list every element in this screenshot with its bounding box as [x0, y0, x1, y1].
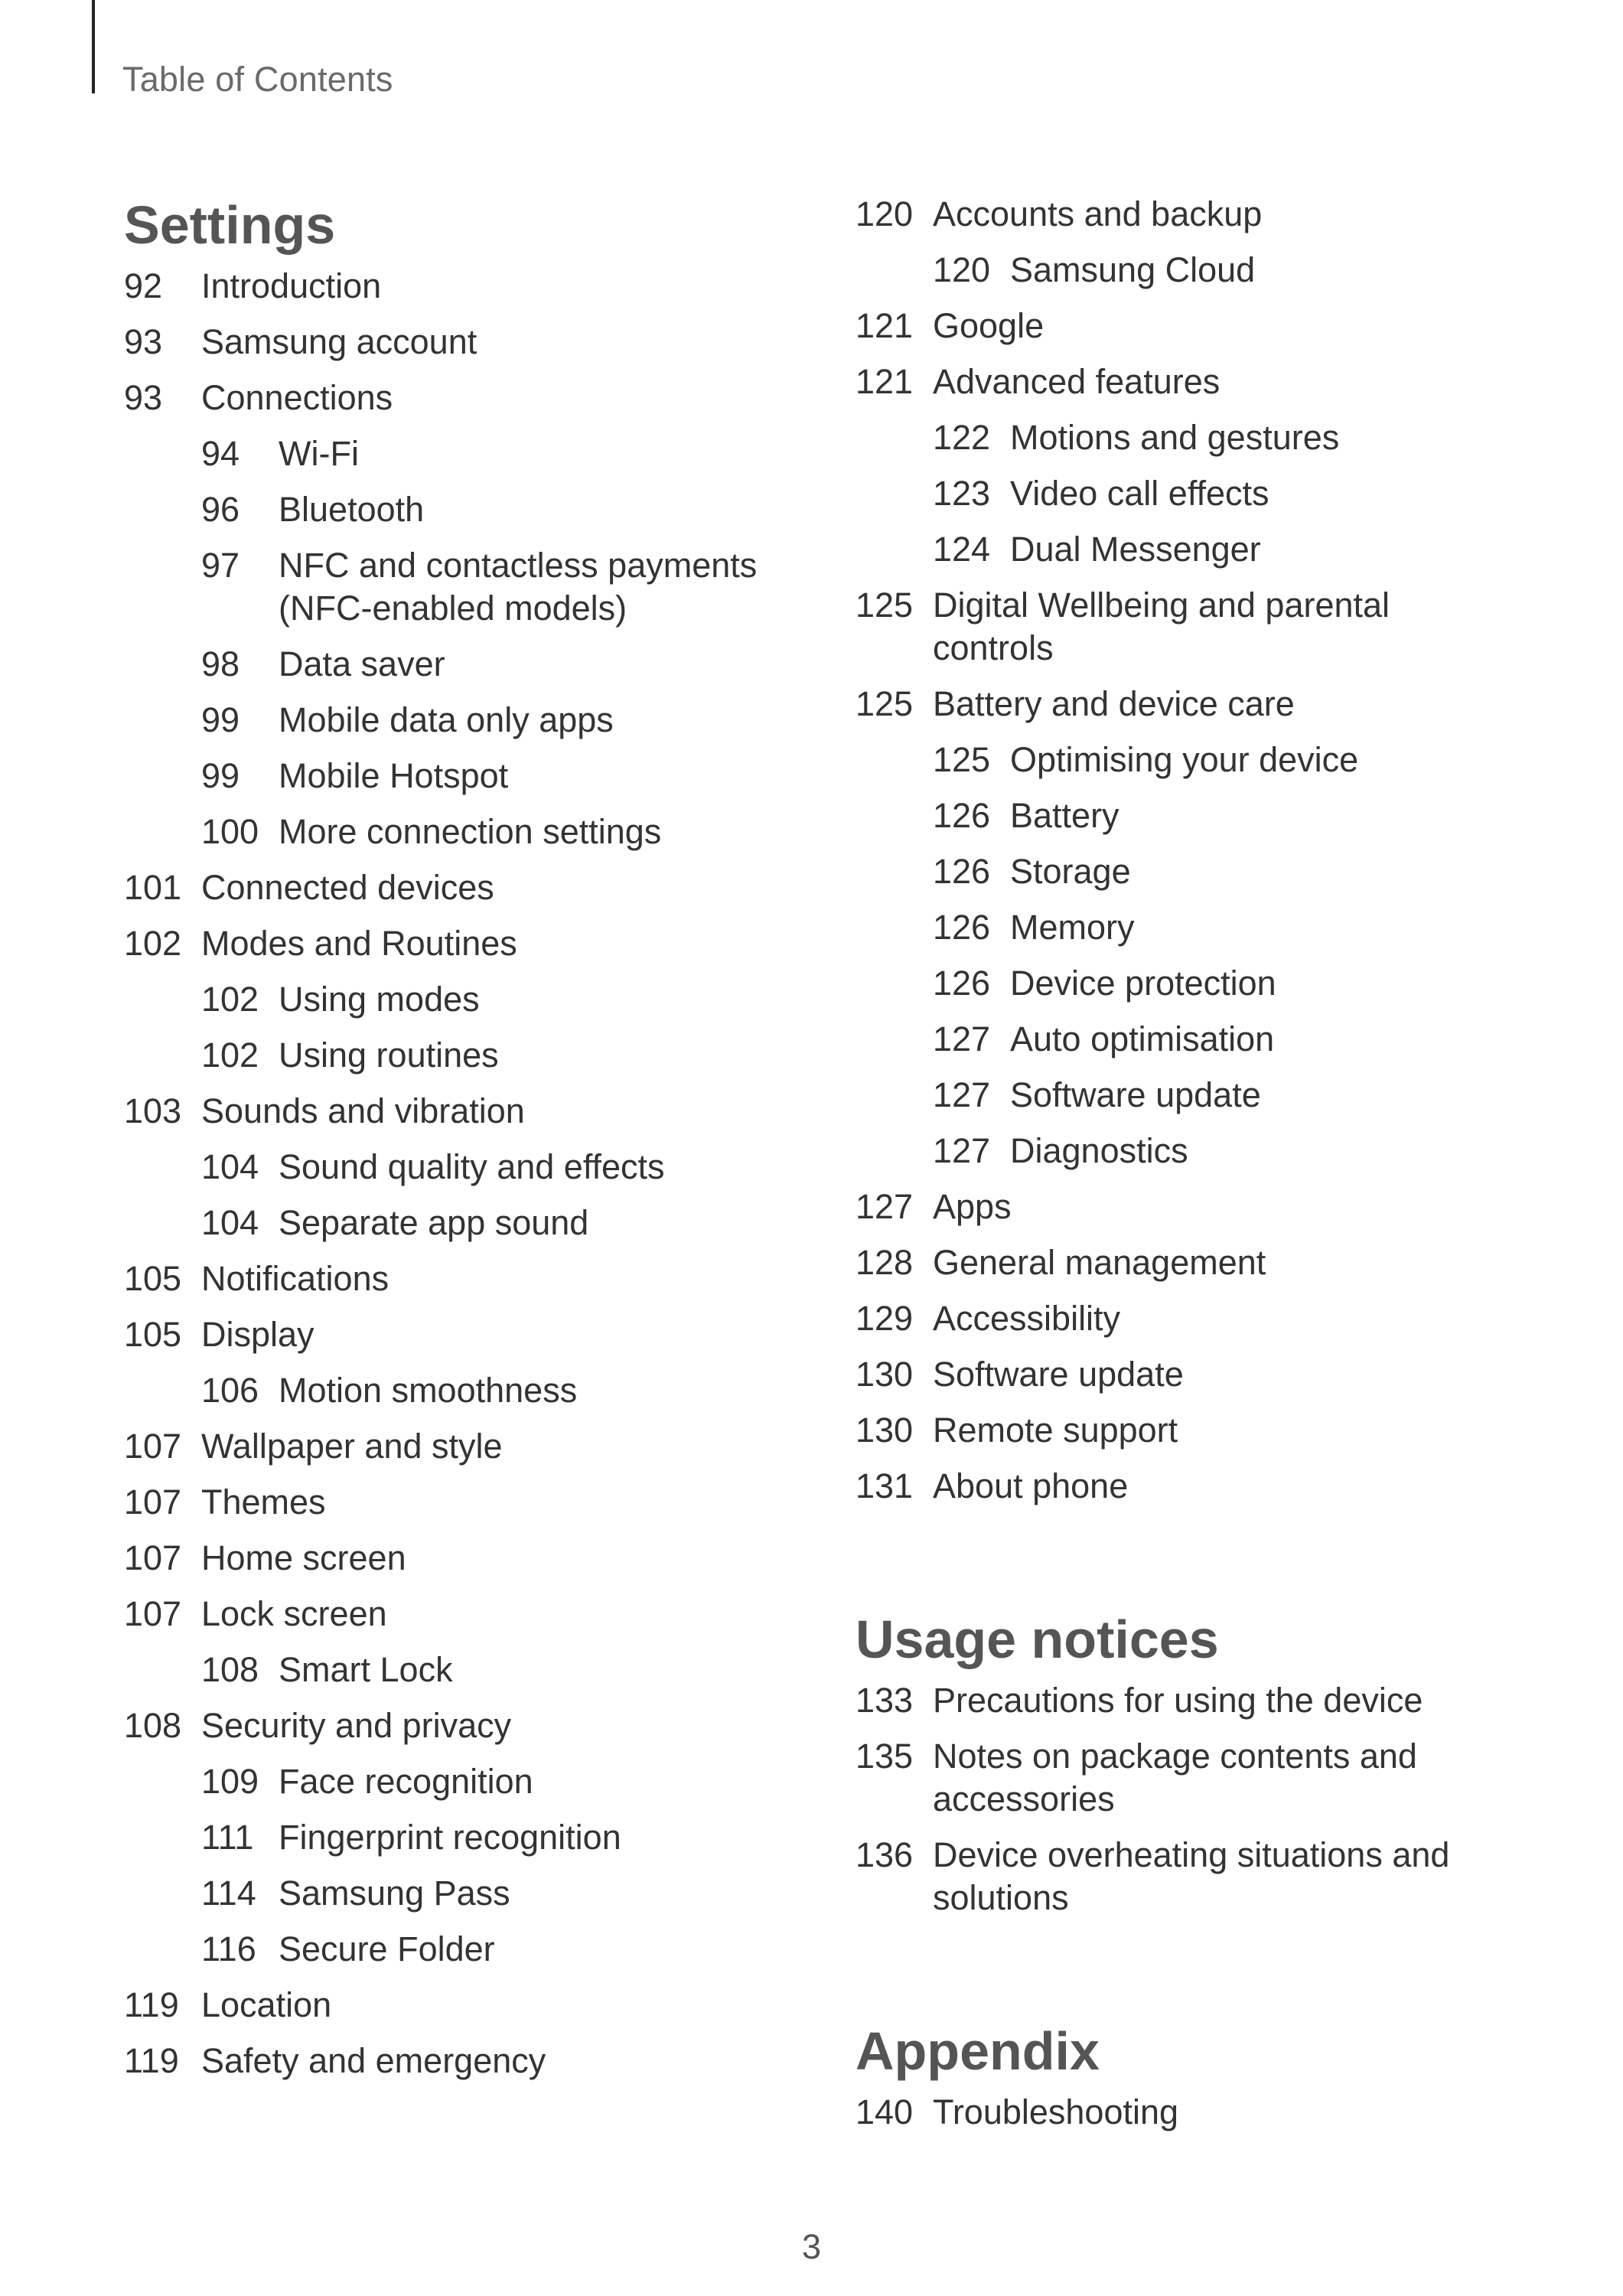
toc-entry-label: Sound quality and effects	[279, 1147, 665, 1186]
toc-entry[interactable]	[855, 683, 1514, 726]
toc-entry-page: 127	[933, 1019, 991, 1058]
toc-entry-label: Digital Wellbeing and parental controls	[933, 585, 1390, 667]
toc-entry-page: 126	[933, 908, 991, 947]
toc-entry-label: Mobile data only apps	[279, 700, 614, 739]
toc-entry[interactable]	[855, 1735, 1514, 1821]
toc-entry-page: 121	[855, 362, 914, 401]
toc-entry[interactable]	[124, 1425, 782, 1468]
toc-entry[interactable]	[855, 1297, 1514, 1340]
toc-entry-page: 105	[124, 1259, 182, 1298]
toc-entry[interactable]	[124, 1034, 782, 1077]
toc-entry[interactable]	[855, 2091, 1514, 2134]
toc-list-usage-notices	[855, 1679, 1514, 1919]
toc-entry-label: Lock screen	[201, 1594, 387, 1633]
toc-entry[interactable]	[124, 2040, 782, 2082]
toc-entry-page: 125	[855, 684, 914, 723]
toc-entry[interactable]	[855, 584, 1514, 670]
toc-entry-page: 131	[855, 1466, 914, 1505]
toc-entry[interactable]	[855, 1241, 1514, 1284]
toc-entry-label: Data saver	[279, 644, 445, 683]
section-usage-notices	[855, 1607, 1514, 1919]
toc-entry-label: Samsung Cloud	[1010, 250, 1256, 289]
toc-entry[interactable]	[124, 1090, 782, 1133]
toc-entry-page: 123	[933, 474, 991, 513]
toc-entry[interactable]	[124, 432, 782, 475]
toc-entry-label: Sounds and vibration	[201, 1091, 525, 1130]
toc-entry-label: Using routines	[279, 1035, 499, 1075]
toc-entry-label: Troubleshooting	[933, 2092, 1179, 2131]
toc-entry-label: General management	[933, 1243, 1266, 1282]
toc-entry[interactable]	[855, 1679, 1514, 1722]
toc-entry[interactable]	[124, 1593, 782, 1636]
right-column	[855, 193, 1514, 2147]
toc-entry[interactable]	[124, 866, 782, 909]
toc-entry[interactable]	[124, 1537, 782, 1580]
toc-entry-label: Safety and emergency	[201, 2041, 546, 2080]
toc-entry[interactable]	[124, 265, 782, 308]
toc-entry-label: Google	[933, 306, 1045, 345]
toc-entry-label: Storage	[1010, 852, 1131, 891]
toc-entry-page: 107	[124, 1482, 182, 1521]
toc-entry-page: 130	[855, 1411, 914, 1450]
toc-entry[interactable]	[124, 1313, 782, 1356]
toc-entry-page: 140	[855, 2092, 914, 2131]
toc-entry-label: Wallpaper and style	[201, 1427, 503, 1466]
toc-entry-page: 120	[933, 250, 991, 289]
toc-entry[interactable]	[124, 755, 782, 797]
toc-entry-label: Apps	[933, 1187, 1012, 1226]
toc-entry-page: 102	[201, 1035, 259, 1075]
toc-entry[interactable]	[855, 472, 1514, 515]
toc-entry-label: Security and privacy	[201, 1706, 512, 1745]
toc-entry-page: 111	[201, 1818, 254, 1857]
toc-entry[interactable]	[124, 1704, 782, 1747]
toc-entry-label: Home screen	[201, 1538, 406, 1577]
toc-entry-page: 99	[201, 756, 240, 795]
toc-entry-label: Optimising your device	[1010, 740, 1359, 779]
toc-entry-page: 120	[855, 194, 914, 233]
section-title-appendix: Appendix	[855, 2021, 1100, 2081]
toc-entry-label: Precautions for using the device	[933, 1681, 1423, 1720]
toc-entry-page: 106	[201, 1371, 259, 1410]
toc-entry-page: 136	[855, 1835, 914, 1874]
toc-entry-label: Using modes	[279, 980, 480, 1019]
toc-entry[interactable]	[855, 1409, 1514, 1452]
toc-entry[interactable]	[855, 850, 1514, 893]
toc-entry[interactable]	[124, 1257, 782, 1300]
toc-entry-page: 98	[201, 644, 240, 683]
toc-entry-page: 97	[201, 546, 240, 585]
toc-entry-page: 104	[201, 1147, 259, 1186]
toc-entry-page: 135	[855, 1737, 914, 1776]
toc-entry-page: 104	[201, 1203, 259, 1242]
toc-entry-page: 96	[201, 490, 240, 529]
toc-entry-label: Bluetooth	[279, 490, 425, 529]
toc-entry-label: Diagnostics	[1010, 1131, 1188, 1170]
toc-entry-page: 92	[124, 266, 163, 305]
toc-entry-page: 103	[124, 1091, 182, 1130]
toc-entry-page: 99	[201, 700, 240, 739]
toc-entry[interactable]	[855, 416, 1514, 459]
toc-entry[interactable]	[855, 794, 1514, 837]
toc-entry[interactable]	[855, 1186, 1514, 1228]
toc-entry-label: Samsung Pass	[279, 1874, 510, 1913]
toc-entry[interactable]	[124, 810, 782, 853]
toc-entry-page: 100	[201, 812, 259, 851]
toc-entry-label: Remote support	[933, 1411, 1178, 1450]
toc-entry-page: 107	[124, 1427, 182, 1466]
toc-entry-page: 102	[201, 980, 259, 1019]
toc-entry-label: Connected devices	[201, 868, 494, 907]
toc-entry-page: 133	[855, 1681, 914, 1720]
toc-entry-page: 126	[933, 852, 991, 891]
toc-entry[interactable]	[124, 1146, 782, 1189]
toc-entry[interactable]	[124, 1649, 782, 1691]
toc-entry-page: 127	[933, 1131, 991, 1170]
toc-entry-label: Auto optimisation	[1010, 1019, 1275, 1058]
toc-entry-page: 126	[933, 796, 991, 835]
toc-entry[interactable]	[855, 906, 1514, 949]
toc-entry-label: Accessibility	[933, 1299, 1121, 1338]
toc-entry[interactable]	[124, 922, 782, 965]
toc-entry-label: Face recognition	[279, 1762, 533, 1801]
toc-entry[interactable]	[124, 1816, 782, 1859]
toc-entry[interactable]	[855, 739, 1514, 781]
toc-entry-label: Introduction	[201, 266, 382, 305]
toc-entry-label: Device overheating situations and solutions	[933, 1835, 1450, 1917]
toc-entry[interactable]	[124, 1481, 782, 1524]
toc-entry-page: 93	[124, 378, 163, 417]
left-column	[124, 193, 782, 2095]
toc-entry[interactable]	[855, 305, 1514, 347]
toc-entry-label: Samsung account	[201, 322, 477, 361]
toc-entry-page: 108	[201, 1650, 259, 1689]
toc-entry[interactable]	[855, 1465, 1514, 1508]
toc-entry[interactable]	[124, 1202, 782, 1244]
toc-entry-page: 119	[124, 2041, 179, 2080]
toc-entry-label: Notes on package contents and accessories	[933, 1737, 1417, 1818]
toc-entry-label: Notifications	[201, 1259, 389, 1298]
toc-entry-label: Connections	[201, 378, 393, 417]
toc-entry-label: Video call effects	[1010, 474, 1269, 513]
toc-entry-page: 126	[933, 964, 991, 1003]
toc-entry-page: 105	[124, 1315, 182, 1354]
toc-entry-label: Battery and device care	[933, 684, 1295, 723]
toc-entry-label: Mobile Hotspot	[279, 756, 509, 795]
header-rule	[92, 0, 95, 93]
section-settings	[124, 193, 782, 2082]
toc-entry-page: 116	[201, 1929, 256, 1968]
toc-entry-label: Accounts and backup	[933, 194, 1263, 233]
toc-entry-label: Fingerprint recognition	[279, 1818, 621, 1857]
toc-entry[interactable]	[855, 528, 1514, 571]
toc-entry-page: 129	[855, 1299, 914, 1338]
toc-entry-page: 94	[201, 434, 240, 473]
page-number: 3	[801, 2227, 822, 2266]
toc-entry[interactable]	[855, 1074, 1514, 1117]
toc-entry-label: Themes	[201, 1482, 326, 1521]
toc-entry[interactable]	[855, 962, 1514, 1005]
toc-entry-label: More connection settings	[279, 812, 662, 851]
toc-entry-page: 101	[124, 868, 182, 907]
toc-entry[interactable]	[855, 1130, 1514, 1172]
running-header: Table of Contents	[122, 60, 393, 99]
toc-entry-page: 127	[933, 1075, 991, 1114]
toc-entry-label: NFC and contactless payments (NFC-enabled models)	[279, 546, 758, 628]
toc-entry-page: 119	[124, 1985, 179, 2024]
toc-entry[interactable]	[124, 1984, 782, 2027]
toc-list-settings-continued	[855, 193, 1514, 1508]
toc-entry-label: Dual Messenger	[1010, 530, 1261, 569]
toc-entry[interactable]	[124, 488, 782, 531]
toc-entry-label: Display	[201, 1315, 314, 1354]
toc-entry-page: 109	[201, 1762, 259, 1801]
toc-entry-page: 107	[124, 1594, 182, 1633]
section-title-settings: Settings	[124, 195, 336, 255]
toc-entry-label: About phone	[933, 1466, 1129, 1505]
toc-entry-page: 122	[933, 418, 991, 457]
toc-entry[interactable]	[124, 1369, 782, 1412]
toc-entry[interactable]	[855, 1353, 1514, 1396]
toc-entry[interactable]	[124, 978, 782, 1021]
toc-entry-label: Software update	[933, 1355, 1184, 1394]
toc-entry[interactable]	[124, 1928, 782, 1971]
toc-entry-label: Memory	[1010, 908, 1135, 947]
toc-entry-label: Advanced features	[933, 362, 1221, 401]
toc-entry-label: Motions and gestures	[1010, 418, 1340, 457]
toc-entry-label: Smart Lock	[279, 1650, 453, 1689]
toc-entry-page: 127	[855, 1187, 914, 1226]
toc-entry[interactable]	[124, 1872, 782, 1915]
toc-list-appendix	[855, 2091, 1514, 2134]
toc-entry-page: 93	[124, 322, 163, 361]
toc-list-settings	[124, 265, 782, 2082]
toc-entry-label: Device protection	[1010, 964, 1276, 1003]
toc-entry-page: 121	[855, 306, 914, 345]
toc-entry[interactable]	[855, 1834, 1514, 1919]
toc-entry-page: 128	[855, 1243, 914, 1282]
toc-entry-label: Battery	[1010, 796, 1119, 835]
section-title-usage-notices: Usage notices	[855, 1609, 1219, 1669]
toc-entry-page: 125	[933, 740, 991, 779]
toc-entry[interactable]	[124, 321, 782, 364]
toc-entry-page: 108	[124, 1706, 182, 1745]
toc-entry[interactable]	[855, 1018, 1514, 1061]
toc-entry[interactable]	[124, 377, 782, 419]
toc-entry[interactable]	[855, 249, 1514, 292]
toc-entry-label: Motion smoothness	[279, 1371, 578, 1410]
toc-entry[interactable]	[855, 193, 1514, 236]
toc-entry-page: 114	[201, 1874, 256, 1913]
toc-entry[interactable]	[124, 1760, 782, 1803]
toc-entry-page: 124	[933, 530, 991, 569]
toc-entry-label: Separate app sound	[279, 1203, 589, 1242]
toc-entry-label: Software update	[1010, 1075, 1261, 1114]
toc-entry-page: 125	[855, 585, 914, 625]
toc-entry-label: Location	[201, 1985, 332, 2024]
toc-entry[interactable]	[124, 699, 782, 742]
toc-entry[interactable]	[124, 643, 782, 686]
section-settings-continued	[855, 193, 1514, 1508]
toc-entry-page: 102	[124, 924, 182, 963]
toc-entry-label: Wi-Fi	[279, 434, 359, 473]
toc-entry-label: Modes and Routines	[201, 924, 517, 963]
toc-entry[interactable]	[124, 544, 782, 630]
section-appendix	[855, 2019, 1514, 2134]
toc-entry-label: Secure Folder	[279, 1929, 495, 1968]
toc-entry[interactable]	[855, 360, 1514, 403]
toc-entry-page: 130	[855, 1355, 914, 1394]
toc-entry-page: 107	[124, 1538, 182, 1577]
